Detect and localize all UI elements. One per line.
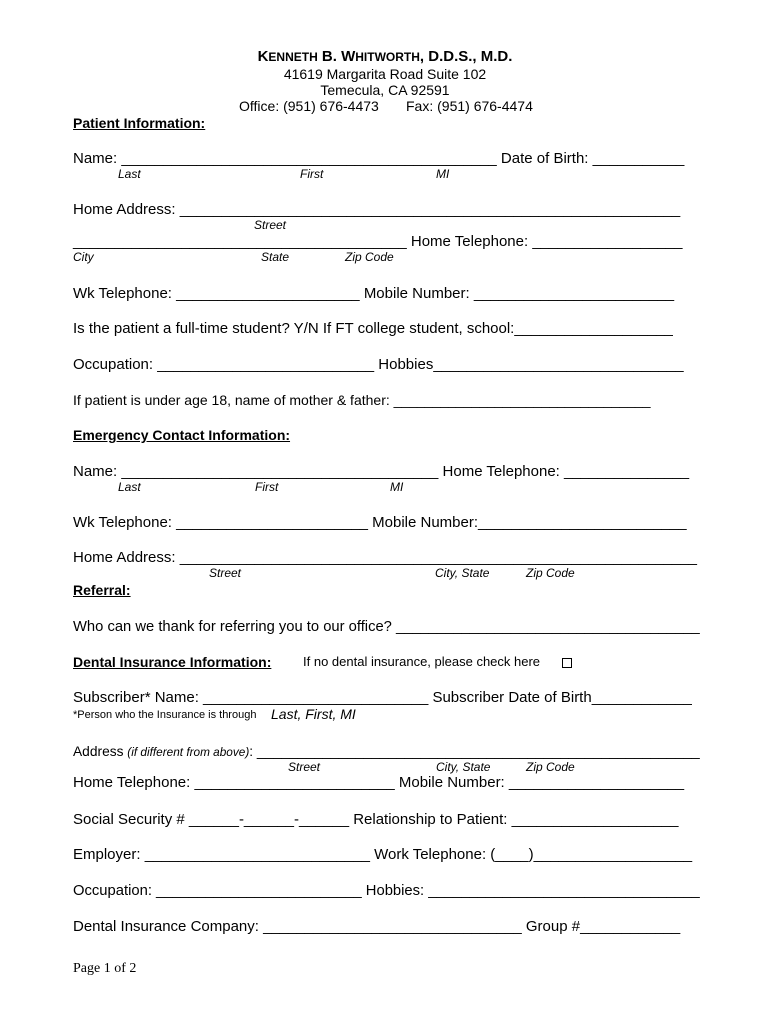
patient-city-line[interactable]: ________________________________________ Home Telephone: __________________ [73, 233, 683, 250]
emergency-heading: Emergency Contact Information: [73, 427, 291, 443]
patient-zip-label: Zip Code [345, 250, 394, 264]
emergency-sub-mi: MI [390, 480, 404, 494]
insurance-heading: Dental Insurance Information: [73, 654, 272, 670]
patient-name-sub-mi: MI [436, 167, 450, 181]
patient-name-sub-first: First [300, 167, 324, 181]
insurance-address-blank[interactable]: ______________________________________________________ [256, 743, 700, 760]
emergency-street-label: Street [209, 566, 242, 580]
patient-street-label: Street [254, 218, 287, 232]
insurance-address-if-different: (if different from above) [127, 745, 250, 759]
emergency-city-state-label: City, State [435, 566, 490, 580]
insurance-home-telephone-line[interactable]: Home Telephone: ________________________ Mobile Number: _____________________ [73, 774, 685, 791]
emergency-name-line[interactable]: Name: ______________________________________ Home Telephone: _______________ [73, 463, 690, 480]
patient-occupation-line[interactable]: Occupation: __________________________ Hobbies______________________________ [73, 356, 684, 373]
patient-info-heading: Patient Information: [73, 115, 206, 131]
no-insurance-checkbox[interactable] [562, 658, 572, 668]
subscriber-name-sub: Last, First, MI [271, 706, 356, 722]
referral-question-line[interactable]: Who can we thank for referring you to our office? _____________________________________ [73, 618, 700, 635]
referral-heading: Referral: [73, 582, 131, 598]
insurance-ssn-line[interactable]: Social Security # ______-______-______ Relationship to Patient: ____________________ [73, 811, 679, 828]
patient-student-line[interactable]: Is the patient a full-time student? Y/N If FT college student, school:___________________ [73, 320, 673, 337]
patient-city-label: City [73, 250, 94, 264]
office-phone: Office: (951) 676-4473 [239, 98, 379, 114]
emergency-zip-label: Zip Code [526, 566, 575, 580]
no-insurance-note: If no dental insurance, please check here [303, 654, 541, 669]
subscriber-name-line[interactable]: Subscriber* Name: ___________________________ Subscriber Date of Birth____________ [73, 689, 692, 706]
insurance-address-colon: : [249, 743, 257, 759]
patient-home-address-line[interactable]: Home Address: ____________________________________________________________ [73, 201, 681, 218]
emergency-sub-last: Last [118, 480, 141, 494]
insurance-employer-line[interactable]: Employer: ___________________________ Work Telephone: (____)___________________ [73, 846, 693, 863]
emergency-home-address-line[interactable]: Home Address: ______________________________________________________________ [73, 549, 697, 566]
insurance-footnote: *Person who the Insurance is through [73, 709, 257, 721]
patient-under18-line[interactable]: If patient is under age 18, name of mother & father: _________________________________ [73, 392, 651, 408]
address-line-2: Temecula, CA 92591 [320, 82, 450, 98]
patient-state-label: State [261, 250, 290, 264]
insurance-address-label: Address [73, 743, 124, 759]
insurance-street-label: Street [288, 760, 321, 774]
emergency-wk-telephone-line[interactable]: Wk Telephone: _______________________ Mobile Number:_________________________ [73, 514, 687, 531]
insurance-zip-label: Zip Code [526, 760, 575, 774]
insurance-occupation-line[interactable]: Occupation: _________________________ Hobbies: _________________________________ [73, 882, 700, 899]
insurance-city-state-label: City, State [436, 760, 491, 774]
patient-name-line[interactable]: Name: _____________________________________________ Date of Birth: ___________ [73, 150, 685, 167]
address-line-1: 41619 Margarita Road Suite 102 [283, 66, 487, 82]
page-number: Page 1 of 2 [73, 961, 137, 976]
patient-name-sub-last: Last [118, 167, 141, 181]
patient-wk-telephone-line[interactable]: Wk Telephone: ______________________ Mobile Number: ________________________ [73, 285, 675, 302]
emergency-sub-first: First [255, 480, 279, 494]
practice-name: KENNETH B. WHITWORTH, D.D.S., M.D. [257, 48, 513, 65]
fax-number: Fax: (951) 676-4474 [406, 98, 533, 114]
insurance-company-line[interactable]: Dental Insurance Company: _______________________________ Group #____________ [73, 918, 681, 935]
insurance-address-line[interactable] [73, 743, 700, 760]
